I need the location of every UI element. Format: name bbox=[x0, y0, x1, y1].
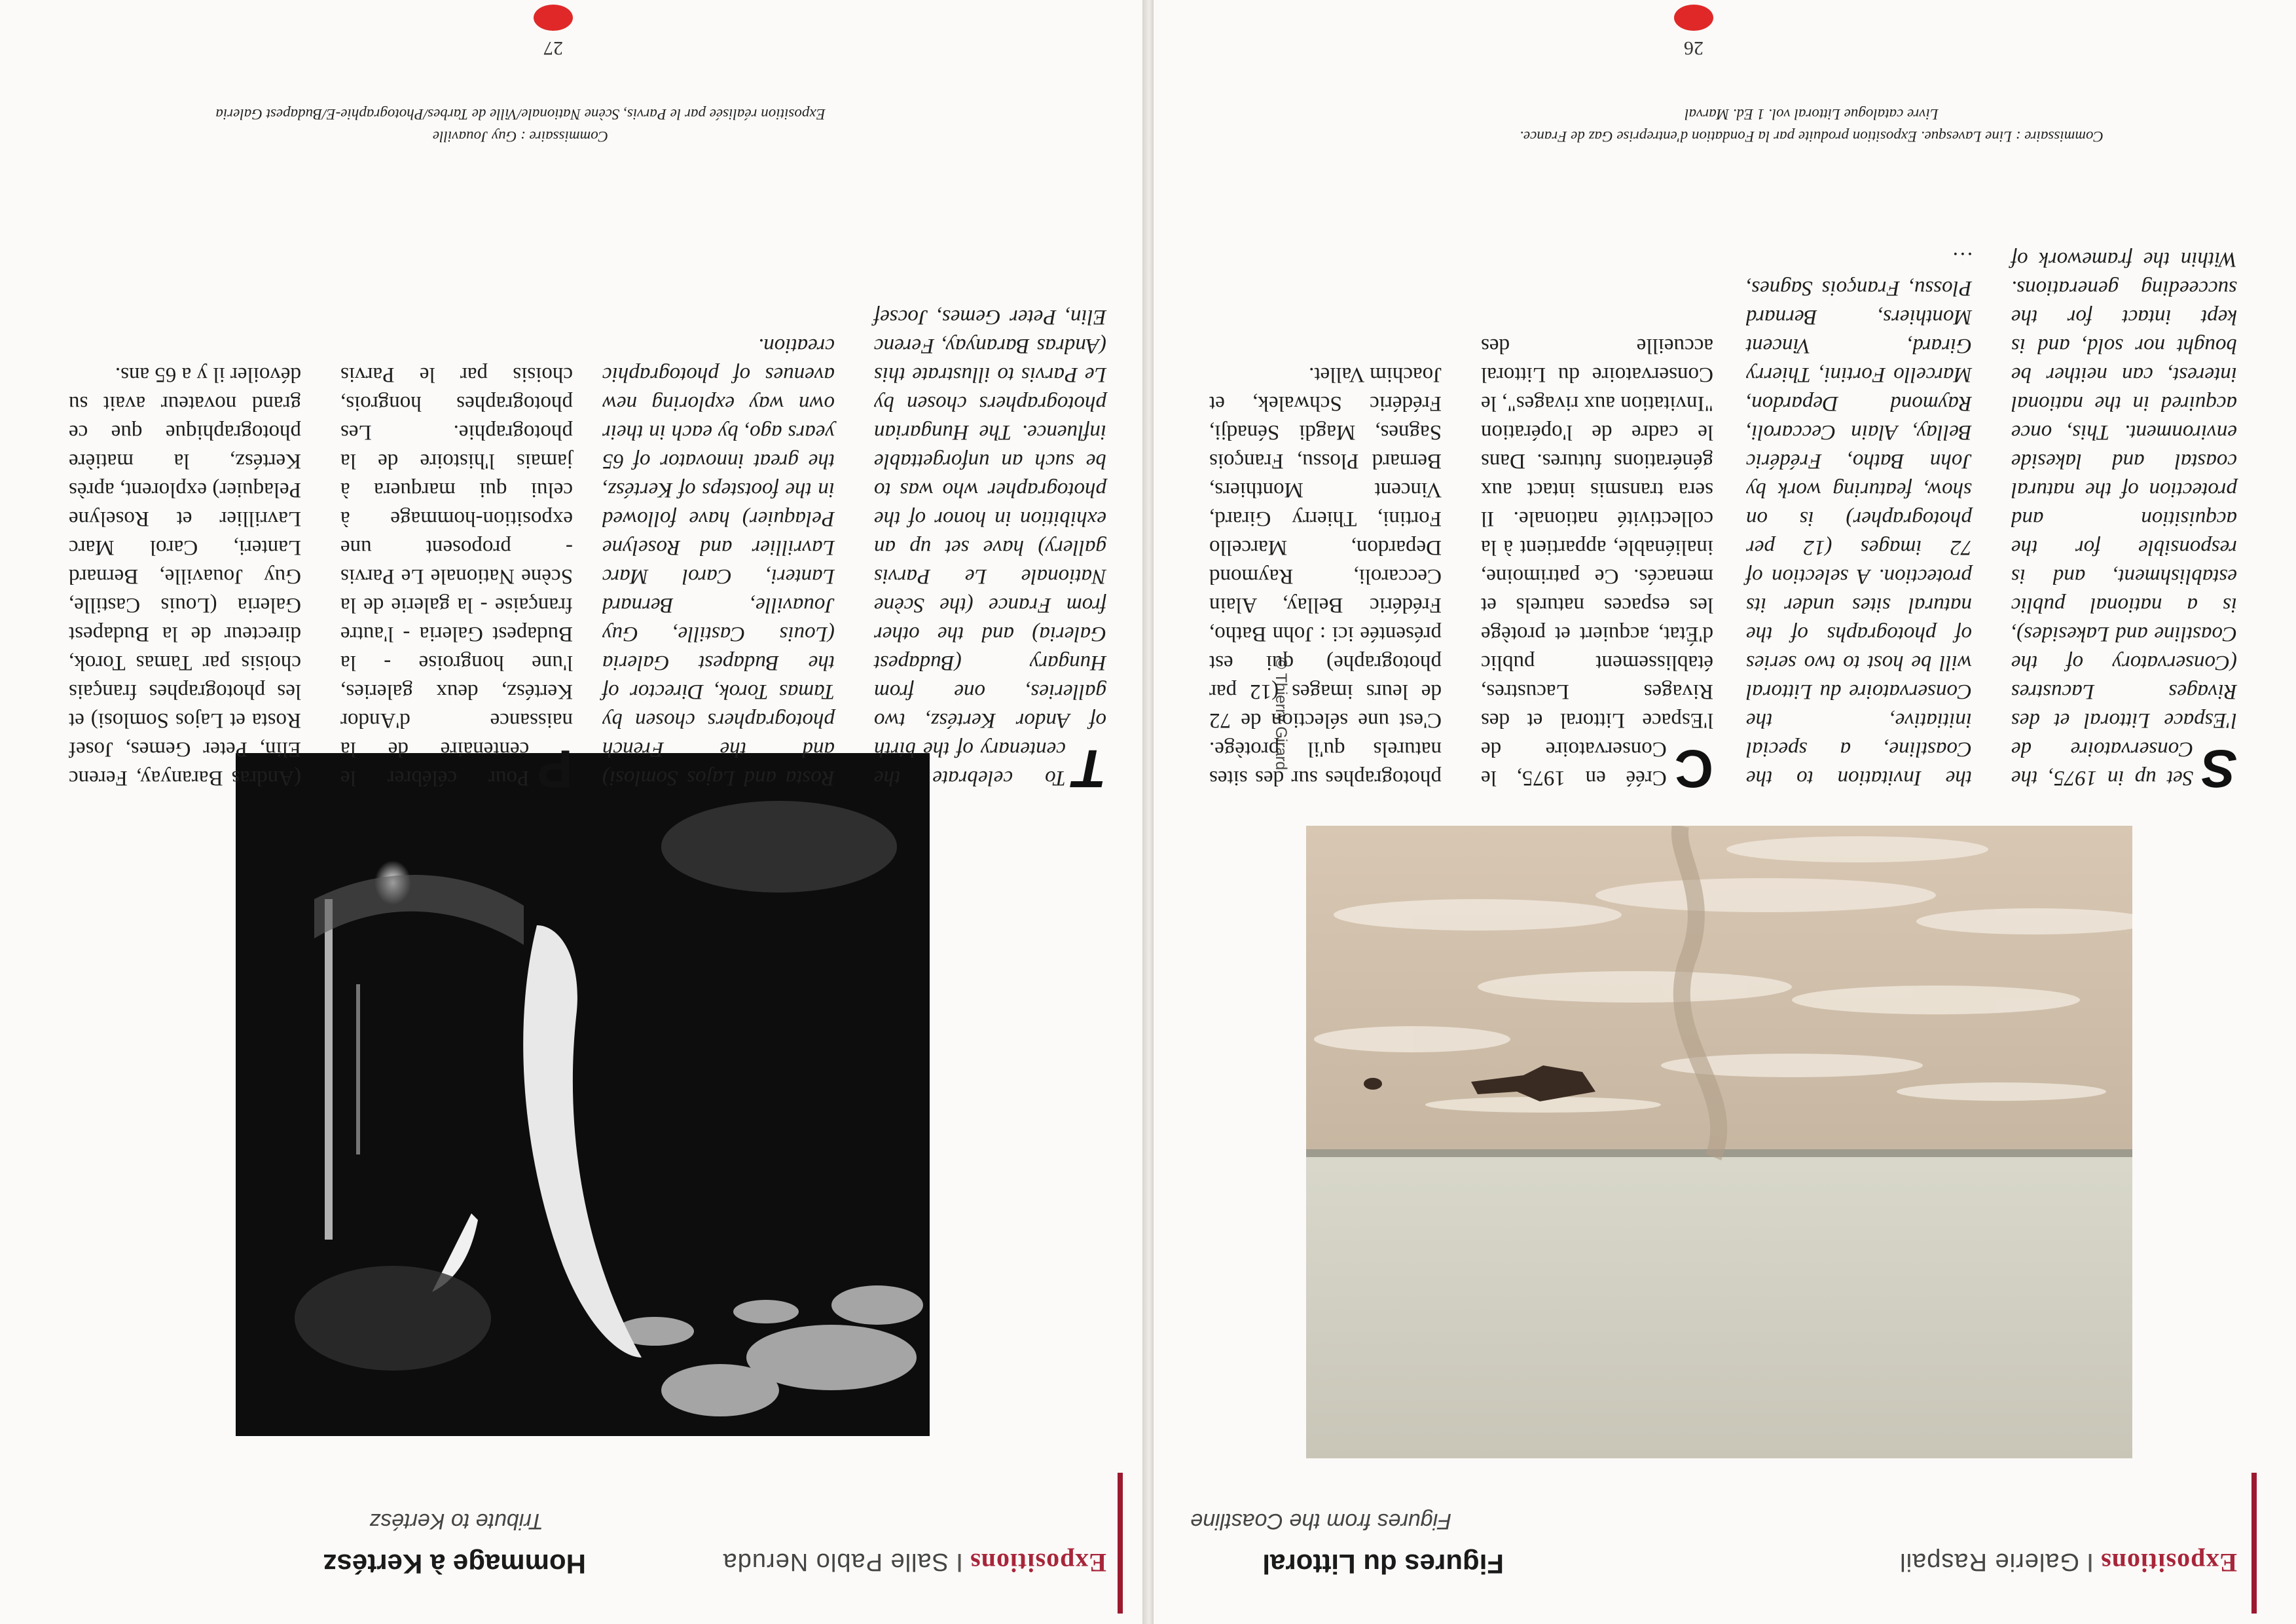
english-text bbox=[602, 164, 1106, 798]
section-header bbox=[1899, 1547, 2237, 1578]
page-marker-dot bbox=[534, 5, 573, 31]
english-text bbox=[1746, 164, 2237, 798]
english-body: To celebrate the centenary of the birth of Andor Kertész, two galleries, one from Hungary (Budapest Galeria) and the other from France (the Scène Nationale Le Parvis gallery) have set up an exhibition in honor of the photographer who was to be such an unforgettable influence. The Hungarian photographers chosen by Le Parvis to illustrate this (Andras Baranyay, Ferenc Elin, Peter Gemes, Jocsef Rosta and Lajos Somlosi) and the French photographers chosen by Tamas Torok, Director of the Budapest Galeria (Louis Castille, Guy Jouaville, Bernard Lanteri, Carol Marc Lavrillier and Roselyne Pelaquier) have followed in the footsteps of Kertész, the great innovator of 65 years ago, by each in their own way exploring new avenues of photographic creation. bbox=[602, 305, 1106, 790]
separator: I bbox=[955, 1548, 964, 1577]
accent-rule bbox=[2251, 1473, 2257, 1614]
exhibition-title: Figures du Littoral bbox=[1262, 1549, 1504, 1579]
section-label: Expositions bbox=[2100, 1548, 2237, 1578]
page-number: 26 bbox=[1684, 37, 1704, 59]
page-marker-dot bbox=[1674, 5, 1713, 31]
french-body: Pour célébrer le centenaire de la naissance d'Andor Kertész, deux galeries, l'une hongroise - la Budapest Galeria - l'autre française - la galerie de la Scène Nationale Le Parvis - proposent une exposition-hommage à celui qui marquera à jamais l'histoire de la photographie. Les photographes hongrois, choisis par le Parvis (Andras Baranyay, Ferenc Elin, Peter Gemes, Josef Rosta et Lajos Somlosi) et les photographes français choisis par Tamas Torok, directeur de la Budapest Galeria (Louis Castille, Guy Jouaville, Bernard Lanteri, Carol Marc Lavrillier et Roselyne Pelaquier) explorent, après Kertész, la matière photographique que ce grand novateur avait su dévoiler il y a 65 ans. bbox=[69, 363, 573, 790]
drop-cap-c: C bbox=[1674, 739, 1713, 798]
page-27 bbox=[0, 0, 1142, 1624]
page-footer bbox=[1451, 103, 2172, 147]
exhibition-subtitle: Tribute to Kertész bbox=[369, 1509, 543, 1534]
exhibition-title: Hommage à Kertész bbox=[323, 1549, 586, 1579]
coastline-photo bbox=[1306, 826, 2132, 1458]
page-26 bbox=[1154, 0, 2296, 1624]
abstract-image bbox=[236, 753, 930, 1436]
coastline-image bbox=[1306, 826, 2132, 1458]
english-body: Set up in 1975, the Conservatoire de l'Espace Littoral et des Rivages Lacustres (Conservatory of the Coastline and Lakesides), is a national public establishment, and is responsible for the acquisition and protection of the natural coastal and lakeside environment. This, once acquired in the national interest, can neither be bought nor sold, and is kept intact for the succeeding generations. Within the framework of the Invitation to the Coastline, a special initiative, the Conservatoire du Littoral will be host to two series of photographs of the natural sites under its protection. A selection of 72 images (12 per photographer) is on show, featuring work by John Batho, Frédéric Bellay, Alain Ceccaroli, Raymond Depardon, Marcello Fortini, Thierry Girard, Vincent Monthiers, Bernard Plossu, François Sagnes, … bbox=[1746, 248, 2237, 790]
footer-production: Exposition réalisée par le Parvis, Scène Nationale/Ville de Tarbes/Photographie-E/Budapest Galeria bbox=[215, 106, 826, 122]
venue-label: Galerie Raspail bbox=[1899, 1548, 2080, 1576]
drop-cap-s: S bbox=[2201, 739, 2237, 798]
venue-label: Salle Pablo Neruda bbox=[722, 1548, 949, 1576]
drop-cap-p: P bbox=[537, 739, 573, 798]
page-number: 27 bbox=[543, 37, 563, 59]
french-text bbox=[1209, 164, 1713, 798]
exhibition-subtitle: Figures from the Coastline bbox=[1190, 1509, 1451, 1534]
section-label: Expositions bbox=[970, 1548, 1106, 1578]
drop-cap-t: T bbox=[1073, 739, 1106, 798]
footer-catalogue: Livre catalogue Littoral vol. 1 Ed. Marval bbox=[1685, 106, 1939, 122]
photo-credit: © Thierry Girard bbox=[1272, 657, 1290, 770]
french-body: Créé en 1975, le Conservatoire de l'Espace Littoral et des Rivages Lacustres, établissement public d'État, acquiert et protège les espaces naturels et menacés. Ce patrimoine, inaliénable, appartient à la collectivité nationale. Il sera transmis intact aux générations futures. Dans le cadre de l'opération "Invitation aux rivages", le Conservatoire du Littoral accueille des photographes sur des sites naturels qu'il protège. C'est une sélection de 72 de leurs images (12 par photographe) qui est présentée ici : John Batho, Frédéric Bellay, Alain Ceccaroli, Raymond Depardon, Marcello Fortini, Thierry Girard, Vincent Monthiers, Bernard Plossu, François Sagnes, Magdi Sénadji, Frédéric Schwalek, et Joachim Vallet. bbox=[1209, 334, 1713, 790]
book-gutter bbox=[1142, 0, 1154, 1624]
kertesz-photo bbox=[236, 753, 930, 1436]
footer-commissaire: Commissaire : Line Lavesque. Exposition produite par la Fondation d'entreprise Gaz de France. bbox=[1520, 128, 2104, 145]
footer-commissaire: Commissaire : Guy Jouaville bbox=[432, 128, 609, 145]
french-text bbox=[69, 164, 573, 798]
section-header bbox=[723, 1547, 1106, 1578]
separator: I bbox=[2086, 1548, 2094, 1577]
page-footer bbox=[62, 103, 979, 147]
accent-rule bbox=[1118, 1473, 1123, 1614]
